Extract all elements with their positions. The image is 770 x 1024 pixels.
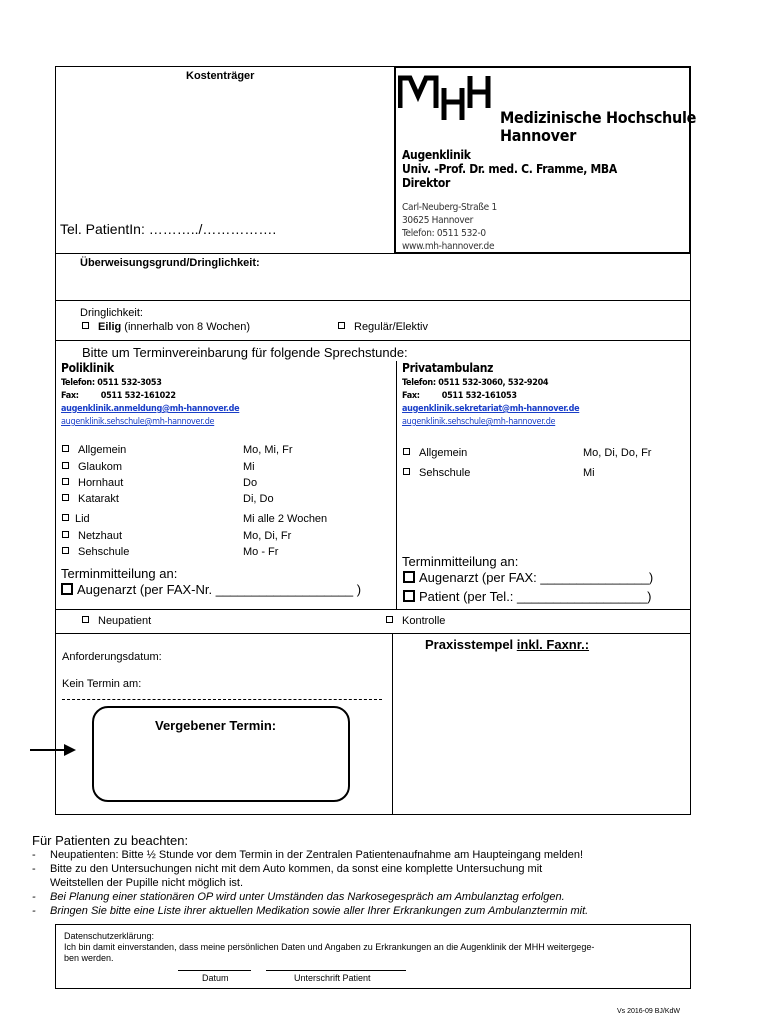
- no-appointment-label: Kein Termin am:: [62, 678, 142, 690]
- poliklinik-email-2[interactable]: augenklinik.sehschule@mh-hannover.de: [61, 417, 215, 427]
- notes-item-1: - Neupatienten: Bitte ½ Stunde vor dem Termin in der Zentralen Patientenaufnahme am Haupteingang melden!: [32, 849, 584, 861]
- poli-checkbox[interactable]: [62, 445, 69, 452]
- control-checkbox[interactable]: [386, 616, 393, 623]
- stamp-box[interactable]: [392, 633, 691, 815]
- poli-item-label: Lid: [75, 513, 90, 525]
- date-line[interactable]: [178, 970, 251, 971]
- stamp-label: [425, 637, 589, 652]
- privat-days-sehschule: Mi: [583, 467, 595, 479]
- notes-item-text: Neupatienten: Bitte ½ Stunde vor dem Termin in der Zentralen Patientenaufnahme am Haupteingang melden!: [50, 849, 584, 861]
- mhh-logo-icon: [398, 74, 494, 122]
- clinic-divider: [396, 361, 397, 610]
- privat-item-allgemein[interactable]: [403, 447, 467, 459]
- kostentraeger-label: Kostenträger: [186, 70, 255, 82]
- poli-item-label: Sehschule: [78, 546, 130, 558]
- privacy-text-2: ben werden.: [64, 953, 114, 963]
- privat-item-label: Sehschule: [419, 467, 471, 479]
- director-name: Univ. -Prof. Dr. med. C. Framme, MBA: [402, 162, 617, 176]
- privat-notify-checkbox-2[interactable]: [403, 590, 415, 602]
- privat-checkbox[interactable]: [403, 448, 410, 455]
- address-city: 30625 Hannover: [402, 215, 474, 226]
- mhh-logo: [398, 74, 494, 127]
- poli-checkbox[interactable]: [62, 478, 69, 485]
- new-patient-option[interactable]: [82, 615, 151, 627]
- poliklinik-fax: [61, 391, 176, 401]
- regular-option[interactable]: [338, 321, 428, 333]
- tel-patient-field[interactable]: Tel. PatientIn: ………../…………….: [60, 221, 277, 237]
- privat-email-1[interactable]: augenklinik.sekretariat@mh-hannover.de: [402, 404, 580, 414]
- stamp-label-underlined: inkl. Faxnr.:: [516, 637, 590, 652]
- privat-notify-checkbox-1[interactable]: [403, 571, 415, 583]
- request-date-label: Anforderungsdatum:: [62, 651, 162, 663]
- privat-fax-label: Fax:: [402, 391, 420, 401]
- privat-fax-number: 0511 532-161053: [441, 391, 517, 401]
- poliklinik-email-1[interactable]: augenklinik.anmeldung@mh-hannover.de: [61, 404, 240, 414]
- institution-name-1: Medizinische Hochschule: [500, 108, 697, 127]
- privat-notify-text-2: Patient (per Tel.: __________________): [419, 589, 652, 604]
- director-title: Direktor: [402, 176, 450, 190]
- poli-days-glaukom: Mi: [243, 461, 255, 473]
- referral-reason-label: Überweisungsgrund/Dringlichkeit:: [80, 257, 260, 269]
- privat-days-allgemein: Mo, Di, Do, Fr: [583, 447, 652, 459]
- version-label: Vs 2016-09 BJ/KdW: [617, 1008, 681, 1015]
- poliklinik-phone: Telefon: 0511 532-3053: [61, 378, 162, 388]
- poli-item-label: Hornhaut: [78, 477, 124, 489]
- notes-item-2-cont: Weitstellen der Pupille nicht möglich ist.: [50, 877, 243, 889]
- notes-item-3: - Bei Planung einer stationären OP wird unter Umständen das Narkosegespräch am Ambulanztag erfolgen.: [32, 891, 565, 903]
- poli-item-label: Netzhaut: [78, 530, 123, 542]
- privacy-title: Datenschutzerklärung:: [64, 931, 155, 941]
- stamp-label-prefix: Praxisstempel: [425, 637, 517, 652]
- poli-checkbox[interactable]: [62, 547, 69, 554]
- privat-item-label: Allgemein: [419, 447, 468, 459]
- control-label: Kontrolle: [402, 615, 446, 627]
- poli-days-netzhaut: Mo, Di, Fr: [243, 530, 292, 542]
- privat-notify-label: Terminmitteilung an:: [402, 554, 519, 569]
- poli-days-hornhaut: Do: [243, 477, 258, 489]
- poli-item-allgemein[interactable]: [62, 444, 126, 456]
- address-street: Carl-Neuberg-Straße 1: [402, 202, 497, 213]
- urgent-label-bold: Eilig: [98, 321, 122, 333]
- poli-item-sehschule[interactable]: [62, 546, 129, 558]
- signature-line[interactable]: [266, 970, 406, 971]
- poli-notify-option[interactable]: [61, 582, 361, 597]
- control-option[interactable]: [386, 615, 445, 627]
- poli-days-lid: Mi alle 2 Wochen: [243, 513, 328, 525]
- poli-item-label: Allgemein: [78, 444, 127, 456]
- poli-item-glaukom[interactable]: [62, 461, 122, 473]
- privat-item-sehschule[interactable]: [403, 467, 470, 479]
- poli-days-allgemein: Mo, Mi, Fr: [243, 444, 293, 456]
- new-patient-label: Neupatient: [98, 615, 152, 627]
- poli-item-netzhaut[interactable]: [62, 530, 122, 542]
- assigned-appointment-label: Vergebener Termin:: [155, 718, 277, 733]
- appointment-request-line: Bitte um Terminvereinbarung für folgende Sprechstunde:: [82, 345, 408, 360]
- notes-title: Für Patienten zu beachten:: [32, 833, 189, 848]
- poli-notify-text: Augenarzt (per FAX-Nr. ___________________ ): [77, 582, 362, 597]
- notes-item-4: - Bringen Sie bitte eine Liste ihrer aktuellen Medikation sowie aller Ihrer Erkrankungen zum Ambulanztermin mit.: [32, 905, 589, 917]
- regular-label: Regulär/Elektiv: [354, 321, 428, 333]
- institution-name-2: Hannover: [500, 126, 576, 145]
- poliklinik-fax-label: Fax:: [61, 391, 79, 401]
- privatambulanz-title: Privatambulanz: [402, 361, 494, 375]
- poli-item-label: Katarakt: [78, 493, 119, 505]
- privat-phone: Telefon: 0511 532-3060, 532-9204: [402, 378, 549, 388]
- dashed-separator: [62, 699, 382, 700]
- poliklinik-title: Poliklinik: [61, 361, 114, 375]
- poli-item-katarakt[interactable]: [62, 493, 119, 505]
- poli-notify-checkbox[interactable]: [61, 583, 73, 595]
- privat-fax: [402, 391, 517, 401]
- privat-email-2[interactable]: augenklinik.sehschule@mh-hannover.de: [402, 417, 556, 427]
- privat-notify-text-1: Augenarzt (per FAX: _______________): [419, 570, 654, 585]
- notes-item-text: Bitte zu den Untersuchungen nicht mit dem Auto kommen, da sonst eine komplette Untersuchung mit: [50, 863, 543, 875]
- address-phone: Telefon: 0511 532-0: [402, 228, 486, 239]
- poli-item-lid[interactable]: [62, 513, 90, 525]
- urgent-option[interactable]: [82, 321, 250, 333]
- privat-checkbox[interactable]: [403, 468, 410, 475]
- poli-notify-label: Terminmitteilung an:: [61, 566, 178, 581]
- poli-checkbox[interactable]: [62, 494, 69, 501]
- date-label: Datum: [202, 973, 229, 983]
- urgency-label: Dringlichkeit:: [80, 307, 143, 319]
- notes-item-text: Bringen Sie bitte eine Liste ihrer aktuellen Medikation sowie aller Ihrer Erkrankungen zum Ambulanztermin mit.: [50, 905, 589, 917]
- poli-days-sehschule: Mo - Fr: [243, 546, 279, 558]
- privat-notify-option-2[interactable]: [403, 589, 652, 604]
- poli-item-hornhaut[interactable]: [62, 477, 123, 489]
- poli-checkbox[interactable]: [62, 462, 69, 469]
- regular-checkbox[interactable]: [338, 322, 345, 329]
- poli-days-katarakt: Di, Do: [243, 493, 274, 505]
- notes-item-2: - Bitte zu den Untersuchungen nicht mit dem Auto kommen, da sonst eine komplette Untersuchung mit: [32, 863, 543, 875]
- poliklinik-fax-number: 0511 532-161022: [100, 391, 176, 401]
- arrow-icon: [30, 742, 80, 763]
- poli-item-label: Glaukom: [78, 461, 123, 473]
- urgent-checkbox[interactable]: [82, 322, 89, 329]
- privacy-text-1: Ich bin damit einverstanden, dass meine persönlichen Daten und Angaben zu Erkrankungen an die Augenklinik der MHH weitergege-: [64, 942, 595, 952]
- address-web: www.mh-hannover.de: [402, 241, 495, 252]
- clinic-name: Augenklinik: [402, 148, 471, 162]
- privat-notify-option-1[interactable]: [403, 570, 653, 585]
- new-patient-checkbox[interactable]: [82, 616, 89, 623]
- poli-checkbox[interactable]: [62, 531, 69, 538]
- signature-label: Unterschrift Patient: [294, 973, 371, 983]
- poli-checkbox[interactable]: [62, 514, 69, 521]
- notes-item-text: Bei Planung einer stationären OP wird unter Umständen das Narkosegespräch am Ambulanztag erfolgen.: [50, 891, 565, 903]
- urgent-label-rest: (innerhalb von 8 Wochen): [121, 321, 251, 333]
